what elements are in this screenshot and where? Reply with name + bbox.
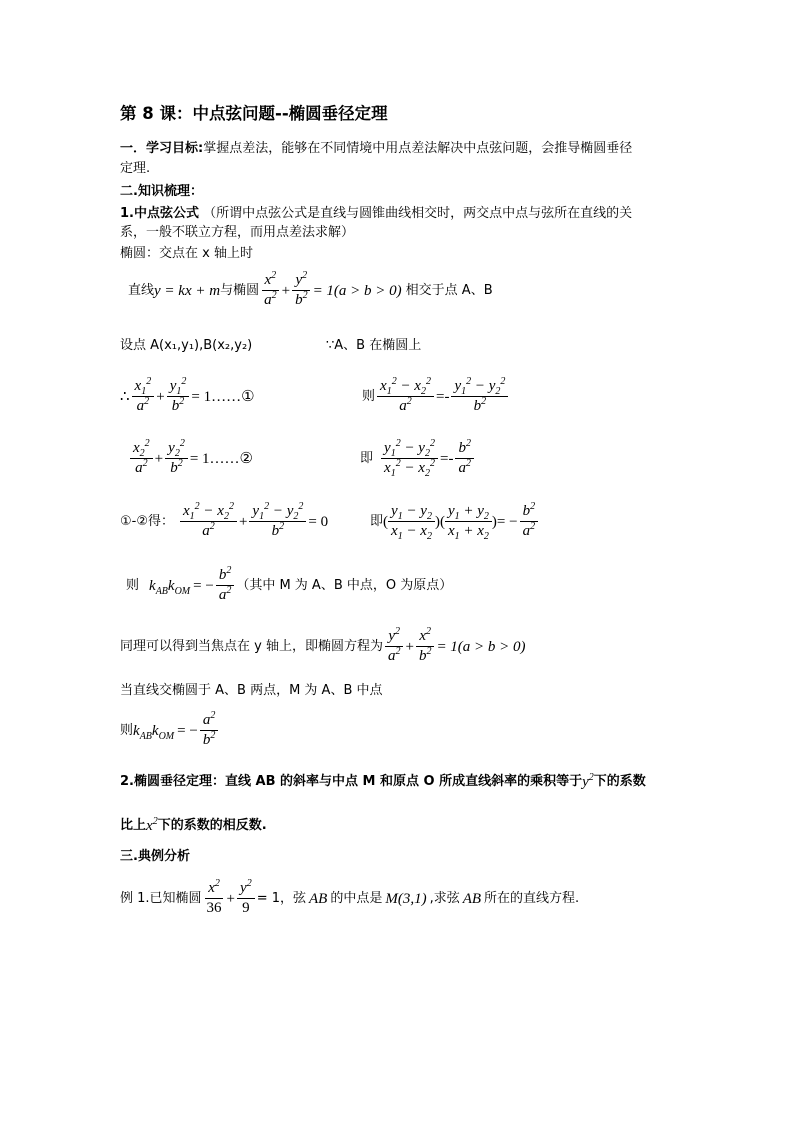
- that-is-label: 即: [360, 450, 374, 466]
- neg-eq: = −: [496, 513, 518, 530]
- example-prefix: 例 1.已知椭圆: [120, 890, 202, 906]
- ellipse-x-axis-label: 椭圆：交点在 x 轴上时: [120, 246, 253, 261]
- midpoint-formula-line1: [120, 205, 632, 223]
- line-equation: y = kx + m: [154, 282, 221, 299]
- line-intersect-text: 当直线交椭圆于 A、B 两点，M 为 A、B 中点: [120, 683, 383, 698]
- subtract-label: ①-②得：: [120, 513, 174, 529]
- zero-rhs: = 0: [308, 513, 329, 530]
- example-ab: AB: [308, 890, 328, 907]
- because-on-ellipse: ∵A、B 在椭圆上: [326, 338, 422, 353]
- theorem-line1-tail: 下的系数: [593, 774, 646, 789]
- equation-2: $\frac{x_2^2}{a^2}$ + $\frac{y_2^2}{b^2}$ = 1……②: [128, 440, 253, 477]
- section1-text1: 掌握点差法，能够在不同情境中用点差法解决中点弦问题，会推导椭圆垂径: [203, 141, 633, 156]
- equation-subtract: ①-②得： $\frac{x_1^2 - x_2^2}{a^2}$ + $\frac{y_1^2 - y_2^2}{b^2}$ = 0: [120, 501, 329, 539]
- example-mid: = 1，弦: [256, 890, 306, 906]
- example-mid2: 的中点是: [330, 890, 383, 906]
- midpoint-formula-line2: 系，一般不联立方程，而用点差法求解）: [120, 225, 355, 240]
- with-ellipse: 与椭圆: [220, 282, 260, 298]
- learning-goal-line1: [120, 140, 632, 158]
- then-label: 则: [362, 388, 376, 404]
- example-suffix: 所在的直线方程.: [484, 890, 580, 906]
- result-note: （其中 M 为 A、B 中点，O 为原点）: [236, 577, 453, 593]
- section1-heading: 一．学习目标:: [120, 141, 204, 156]
- line-prefix: 直线: [128, 282, 155, 298]
- equation-that-is: 即 $\frac{y_1^2 - y_2^2}{x_1^2 - x_2^2}$ = - $\frac{b^2}{a^2}$: [360, 440, 476, 477]
- learning-goal-line2: 定理.: [120, 161, 151, 176]
- example-point: M(3,1): [385, 890, 427, 907]
- then2-label: 则: [120, 722, 134, 738]
- page-title: 第 8 课：中点弦问题--椭圆垂径定理: [120, 104, 388, 123]
- result-kab-kom: 则 $k_{AB}k_{OM}$ = − $\frac{b^2}{a^2}$ （其中 M 为 A、B 中点，O 为原点）: [126, 565, 453, 603]
- intersect-suffix: 相交于点 A、B: [405, 282, 493, 298]
- line-ellipse-equation: 直线 y = kx + m 与椭圆 $\frac{x^2}{a^2}$ + $\frac{y^2}{b^2}$ = 1(a > b > 0) 相交于点 A、B: [128, 270, 493, 308]
- eq1-rhs: = 1……①: [191, 388, 255, 405]
- equation-product: 即 ( $\frac{y_1 - y_2}{x_1 - x_2}$ )( $\frac{y_1 + y_2}{x_1 + x_2}$ ) = − $\frac{b^2}{a^2}$: [370, 503, 540, 540]
- item1-heading: 1.中点弦公式: [120, 206, 199, 221]
- equation-1: ∴ $\frac{x_1^2}{a^2}$ + $\frac{y_1^2}{b^2}$ = 1……①: [120, 376, 255, 414]
- theorem-line2: 比上 $x^2$ 下的系数的相反数.: [120, 816, 267, 834]
- set-points: 设点 A(x₁,y₁),B(x₂,y₂): [120, 338, 253, 353]
- example-1: 例 1.已知椭圆 $\frac{x^2}{36}$ + $\frac{y^2}{9}$ = 1，弦 AB 的中点是 M(3,1) ,求弦 AB 所在的直线方程.: [120, 878, 580, 916]
- theorem-line2-tail: 下的系数的相反数.: [157, 818, 267, 833]
- section3-heading: 三.典例分析: [120, 849, 190, 864]
- item1-note1: （所谓中点弦公式是直线与圆锥曲线相交时，两交点中点与弦所在直线的关: [203, 206, 633, 221]
- y-axis-text: 同理可以得到当焦点在 y 轴上，即椭圆方程为: [120, 638, 383, 654]
- theorem-line1-text: 2.椭圆垂径定理：直线 AB 的斜率与中点 M 和原点 O 所成直线斜率的乘积等于: [120, 774, 583, 789]
- section2-heading: 二.知识梳理：: [120, 184, 203, 199]
- theorem-line2-head: 比上: [120, 818, 147, 833]
- example-mid3: ,求弦: [429, 890, 460, 906]
- result-then: 则: [126, 577, 140, 593]
- example-ab-2: AB: [462, 890, 482, 907]
- eq2-rhs: = 1……②: [189, 450, 253, 467]
- equation-then: 则 $\frac{x_1^2 - x_2^2}{a^2}$ = - $\frac{y_1^2 - y_2^2}{b^2}$: [362, 378, 510, 415]
- result-y-axis: 则 $k_{AB}k_{OM}$ = − $\frac{a^2}{b^2}$: [120, 712, 220, 749]
- that-is-label-2: 即: [370, 513, 384, 529]
- result2-neg-eq: = −: [177, 722, 198, 739]
- result-neg-eq: = −: [193, 577, 214, 594]
- y-axis-case: 同理可以得到当焦点在 y 轴上，即椭圆方程为 $\frac{y^2}{a^2}$ + $\frac{x^2}{b^2}$ = 1(a > b > 0): [120, 626, 526, 664]
- therefore-symbol: ∴: [120, 388, 130, 405]
- ellipse-eq-rhs: = 1(a > b > 0): [312, 282, 402, 299]
- y-axis-rhs: = 1(a > b > 0): [436, 638, 526, 655]
- theorem-line1: 2.椭圆垂径定理：直线 AB 的斜率与中点 M 和原点 O 所成直线斜率的乘积等于 $y^2$ 下的系数: [120, 772, 646, 790]
- neg-sign: -: [444, 388, 450, 405]
